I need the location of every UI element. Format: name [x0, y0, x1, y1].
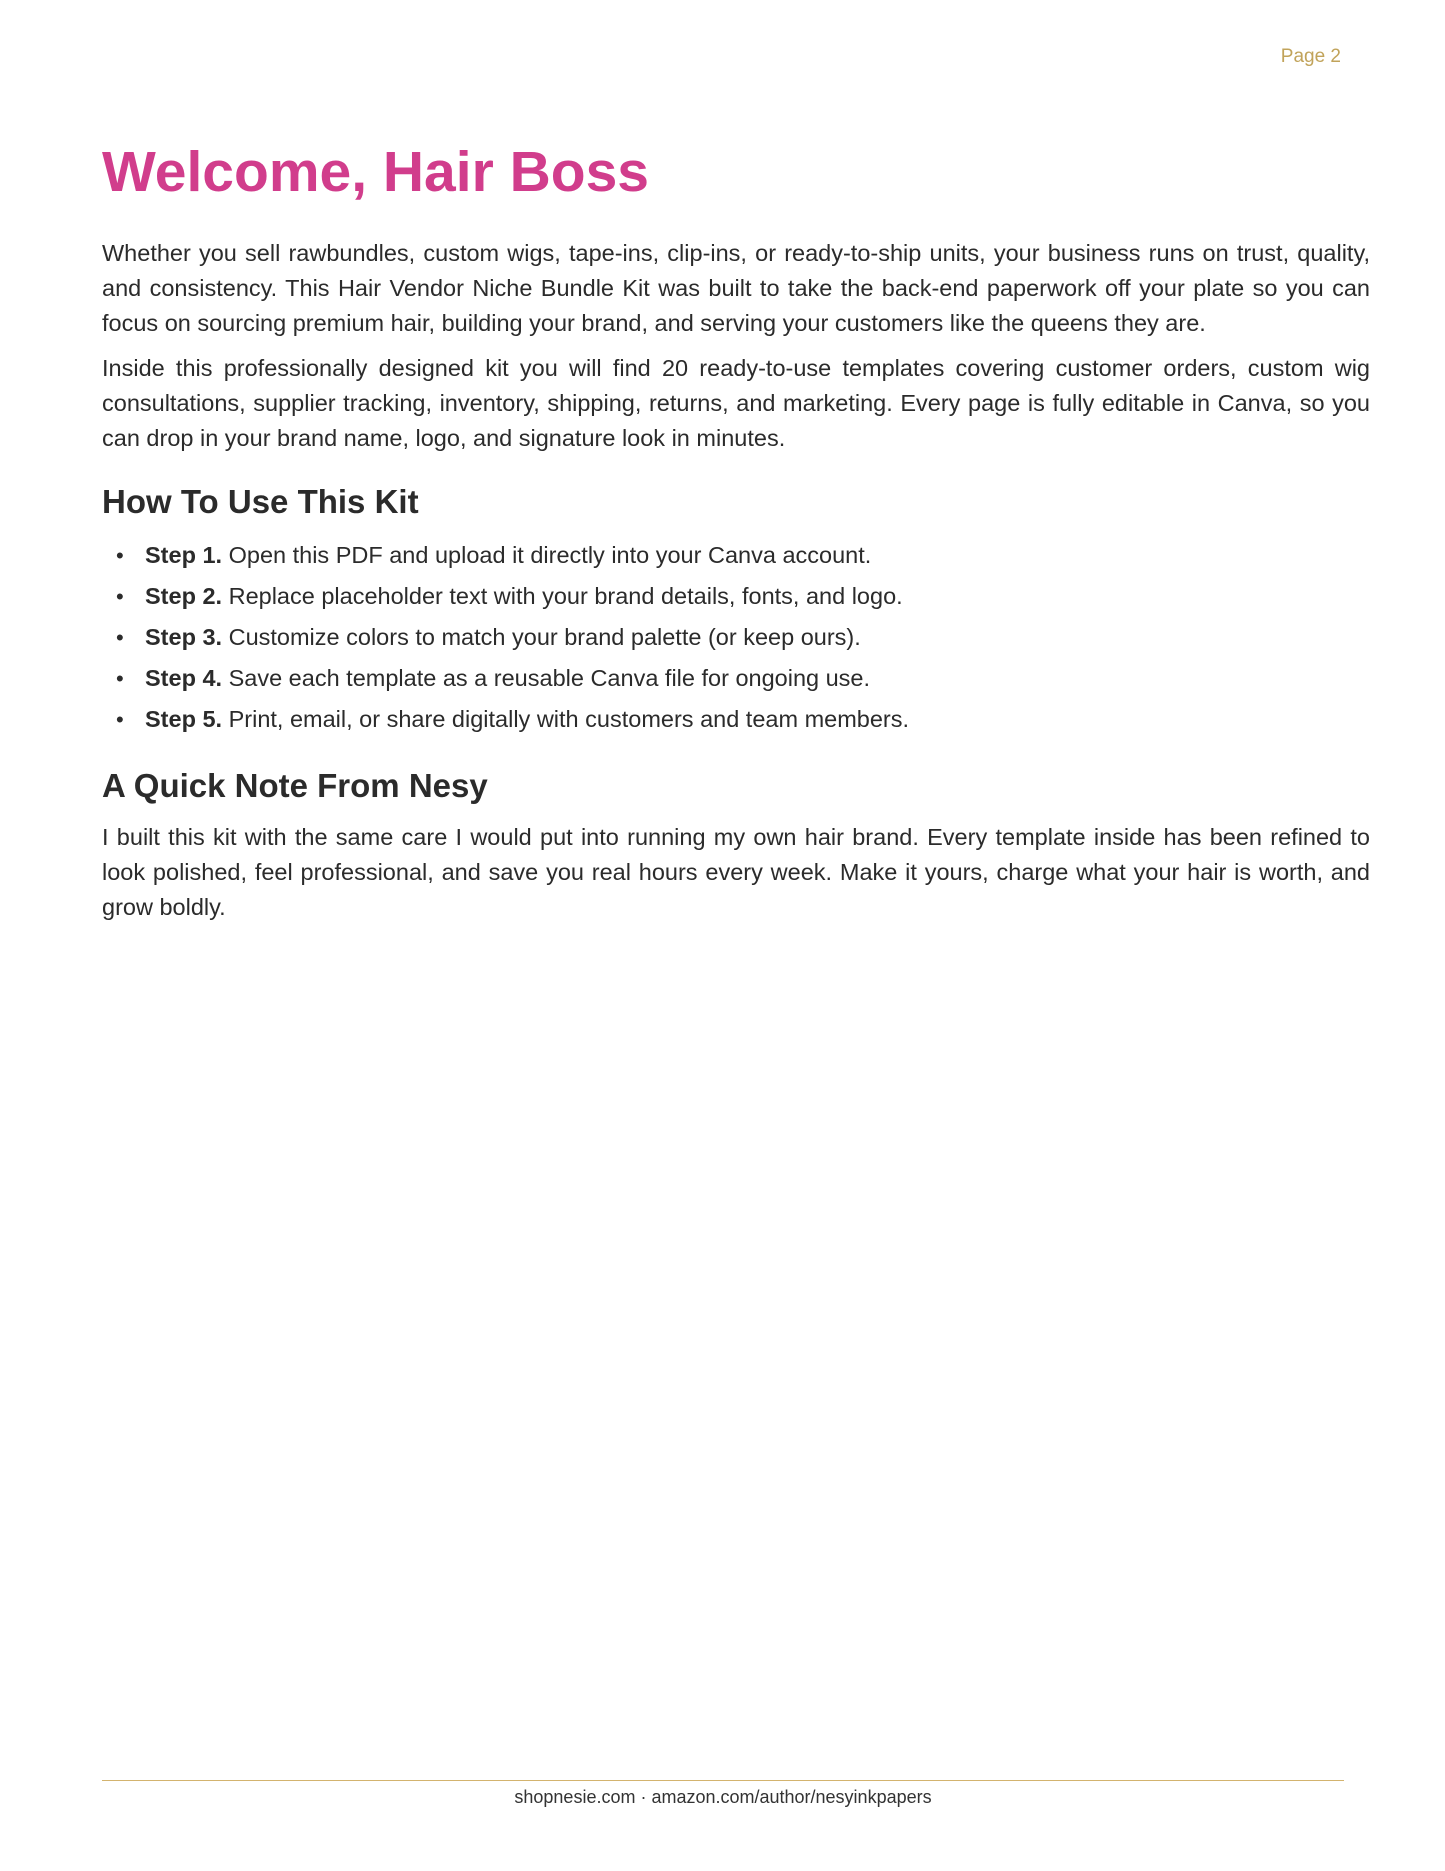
bullet-icon: • — [116, 584, 124, 610]
list-item — [102, 658, 1370, 699]
step-label: Step 5. — [145, 706, 223, 733]
step-text: Customize colors to match your brand palette (or keep ours). — [228, 624, 861, 651]
step-label: Step 3. — [145, 624, 223, 651]
footer-divider — [102, 1780, 1344, 1781]
step-label: Step 4. — [145, 665, 223, 692]
bullet-icon: • — [116, 625, 124, 651]
intro-paragraph-1: Whether you sell rawbundles, custom wigs, tape-ins, clip-ins, or ready-to-ship units, your business runs on trust, quality, and consistency. This Hair Vendor Niche Bundle Kit was built to take the back-end paperwork off your plate so you can focus on sourcing premium hair, building your brand, and serving your customers like the queens they are. — [102, 239, 1370, 336]
note-heading: A Quick Note From Nesy — [102, 767, 488, 805]
step-text: Open this PDF and upload it directly into your Canva account. — [228, 542, 872, 569]
step-text: Replace placeholder text with your brand details, fonts, and logo. — [228, 583, 903, 610]
note-paragraph: I built this kit with the same care I would put into running my own hair brand. Every template inside has been refined to look polished, feel professional, and save you real hours every week. Make it yours, charge what your hair is worth, and grow boldly. — [102, 823, 1370, 920]
page-number: Page 2 — [1280, 46, 1341, 67]
step-text: Save each template as a reusable Canva file for ongoing use. — [228, 665, 871, 692]
step-label: Step 1. — [145, 542, 223, 569]
page-title: Welcome, Hair Boss — [102, 140, 649, 204]
bullet-icon: • — [116, 666, 124, 692]
list-item — [102, 699, 1370, 740]
step-text: Print, email, or share digitally with customers and team members. — [228, 706, 910, 733]
steps-list — [102, 535, 1370, 740]
list-item — [102, 576, 1370, 617]
bullet-icon: • — [116, 543, 124, 569]
step-label: Step 2. — [145, 583, 223, 610]
intro-paragraph-2: Inside this professionally designed kit you will find 20 ready-to-use templates covering customer orders, custom wig consultations, supplier tracking, inventory, shipping, returns, and marketing. Every page is fully editable in Canva, so you can drop in your brand name, logo, and signature look in minutes. — [102, 354, 1370, 451]
document-body — [102, 140, 1370, 935]
how-to-heading: How To Use This Kit — [102, 482, 419, 520]
list-item — [102, 617, 1370, 658]
bullet-icon: • — [116, 707, 124, 733]
footer-links: shopnesie.com · amazon.com/author/nesyinkpapers — [514, 1787, 932, 1807]
list-item — [102, 535, 1370, 576]
